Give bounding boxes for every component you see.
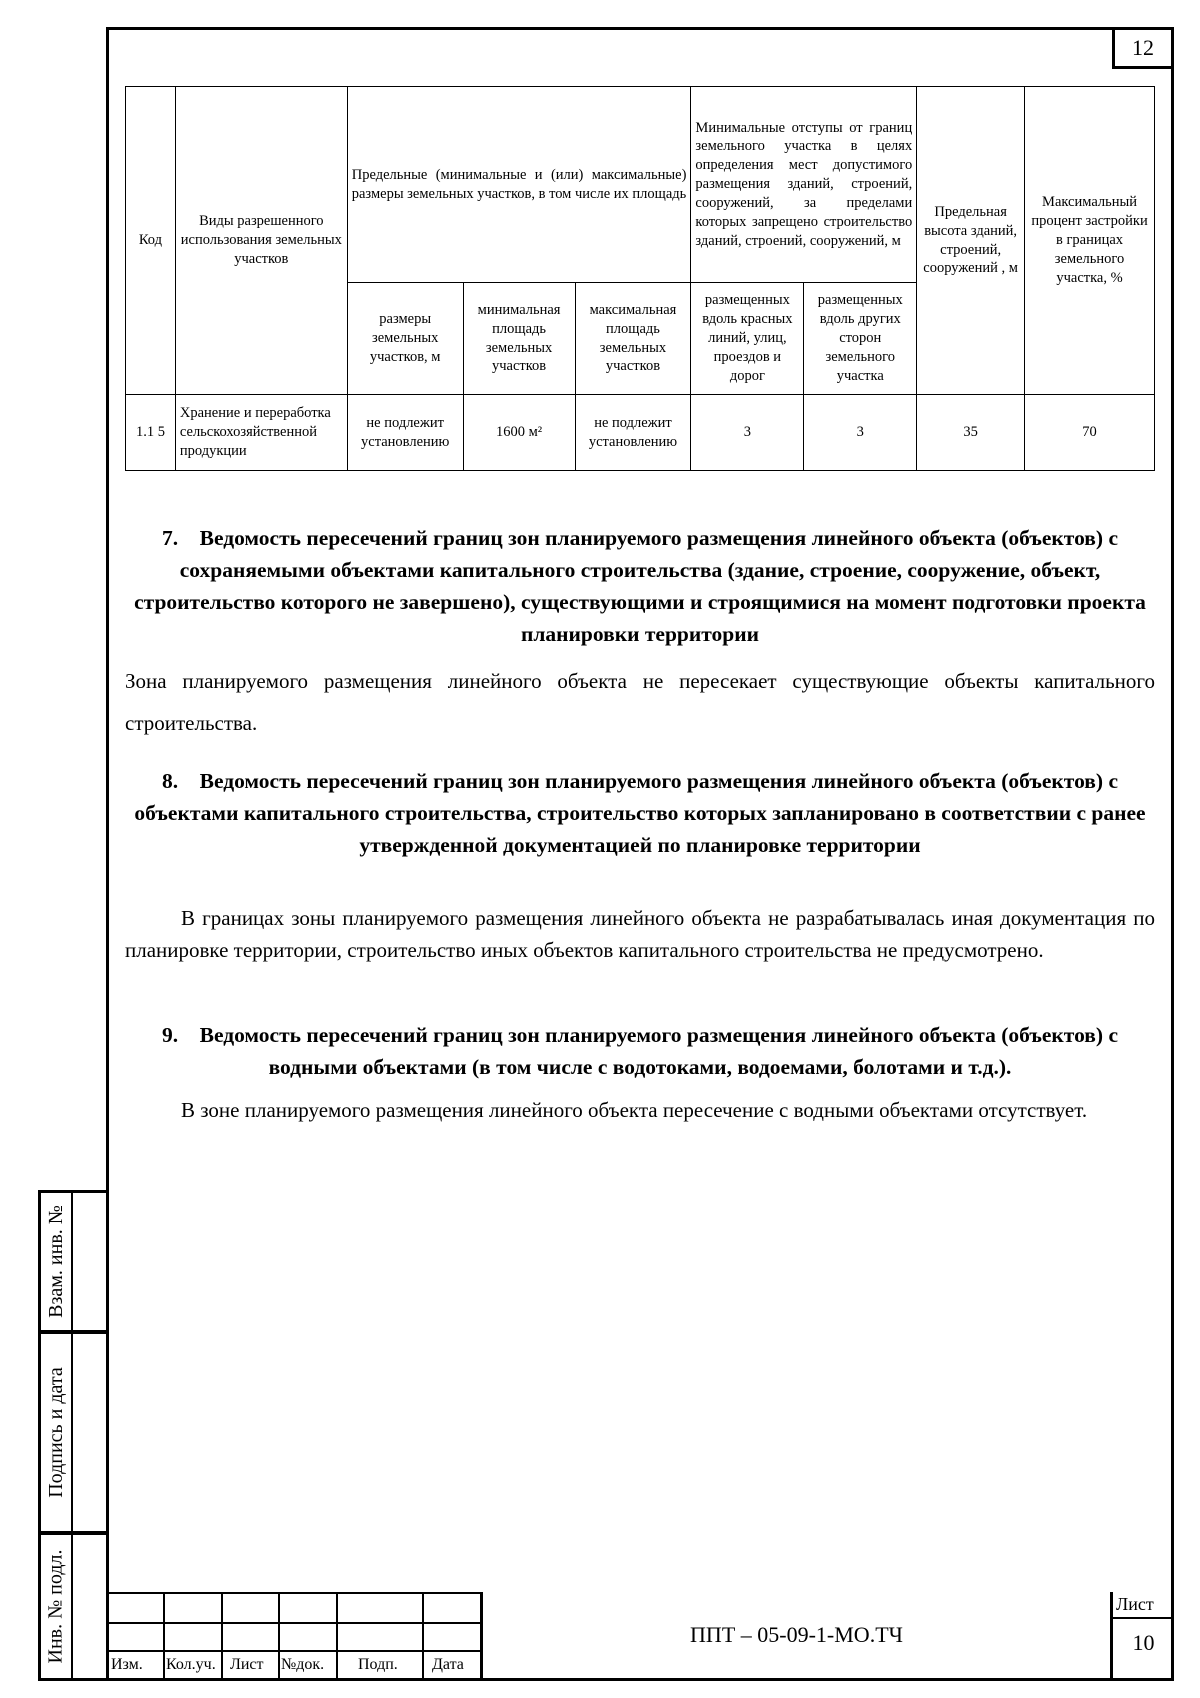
sheet-number: 10	[1132, 1630, 1155, 1655]
regulations-table	[125, 86, 1155, 471]
header-min-area: минимальная площадь земельных участков	[463, 283, 575, 395]
header-max-height: Предельная высота зданий, строений, сооружений , м	[917, 87, 1025, 395]
side-label-podpis: Подпись и дата	[44, 1367, 67, 1498]
title-block	[106, 1592, 1174, 1681]
header-along-other: размещенных вдоль других сторон земельного участка	[804, 283, 917, 395]
stamp-kol: Кол.уч.	[166, 1656, 216, 1673]
header-max-coverage: Максимальный процент застройки в границах земельного участка, %	[1025, 87, 1155, 395]
header-plot-sizes: Предельные (минимальные и (или) максимальные) размеры земельных участков, в том числе их площадь	[347, 87, 691, 283]
cell-min-area: 1600 м²	[463, 395, 575, 471]
section-9-heading: 9. Ведомость пересечений границ зон планируемого размещения линейного объекта (объектов) с водными объектами (в том числе с водотоками, водоемами, болотами и т.д.).	[161, 1023, 1118, 1079]
section-7-text: Зона планируемого размещения линейного объекта не пересекает существующие объекты капитального строительства.	[125, 669, 1155, 735]
section-8-text: В границах зоны планируемого размещения линейного объекта не разрабатывалась иная документация по планировке территории, строительство иных объектов капитального строительства не предусмотрено.	[125, 906, 1155, 962]
section-8-heading: 8. Ведомость пересечений границ зон планируемого размещения линейного объекта (объектов) с объектами капитального строительства, строительство которых запланировано в соответствии с ранее утвержденной документацией по планировке территории	[134, 769, 1146, 857]
header-code: Код	[126, 87, 176, 395]
header-use-types: Виды разрешенного использования земельных участков	[175, 87, 347, 395]
table-row	[126, 395, 1155, 471]
page-number: 12	[1112, 27, 1174, 69]
side-label-vzam: Взам. инв. №	[44, 1205, 67, 1318]
cell-max-height: 35	[917, 395, 1025, 471]
document-code: ППТ – 05-09-1-МО.ТЧ	[690, 1622, 903, 1647]
stamp-podp: Подп.	[358, 1656, 398, 1673]
header-along-red: размещенных вдоль красных линий, улиц, проездов и дорог	[691, 283, 804, 395]
cell-along-other: 3	[804, 395, 917, 471]
header-setbacks: Минимальные отступы от границ земельного участка в целях определения мест допустимого размещения зданий, строений, сооружений, за пределами которых запрещено строительство зданий, строений, сооружений, м	[691, 87, 917, 283]
sheet-label: Лист	[1116, 1594, 1154, 1614]
side-box-inv	[38, 1532, 106, 1681]
stamp-data: Дата	[432, 1656, 464, 1673]
side-label-inv: Инв. № подл.	[44, 1549, 67, 1664]
header-max-area: максимальная площадь земельных участков	[575, 283, 691, 395]
cell-max-coverage: 70	[1025, 395, 1155, 471]
side-box-podpis	[38, 1331, 106, 1534]
side-box-vzam	[38, 1190, 106, 1333]
stamp-list: Лист	[230, 1656, 264, 1673]
cell-use: Хранение и переработка сельскохозяйственной продукции	[175, 395, 347, 471]
cell-along-red: 3	[691, 395, 804, 471]
cell-max-area: не подлежит установлению	[575, 395, 691, 471]
header-sizes: размеры земельных участков, м	[347, 283, 463, 395]
section-7-heading: 7. Ведомость пересечений границ зон планируемого размещения линейного объекта (объектов) с сохраняемыми объектами капитального строительства (здание, строение, сооружение, объект, строительство которого не завершено), существующими и строящимися на момент подготовки проекта планировки территории	[134, 526, 1146, 646]
stamp-izm: Изм.	[111, 1656, 143, 1673]
stamp-ndok: №док.	[281, 1656, 325, 1673]
section-9-text: В зоне планируемого размещения линейного объекта пересечение с водными объектами отсутствует.	[181, 1098, 1088, 1122]
cell-code: 1.1 5	[126, 395, 176, 471]
cell-sizes: не подлежит установлению	[347, 395, 463, 471]
